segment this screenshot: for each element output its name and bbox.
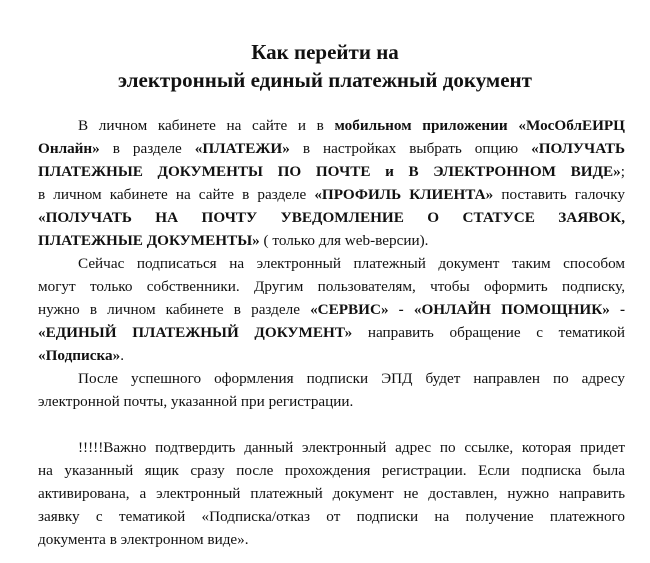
text-run: в настройках выбрать опцию [289, 140, 532, 157]
text-run: в личном кабинете на сайте в разделе [38, 186, 315, 203]
paragraph-2-line-3 [38, 300, 625, 320]
text-run: на указанный ящик сразу после прохождения регистрации. Если подписка была [38, 462, 625, 479]
paragraph-4-line-1 [78, 438, 625, 458]
paragraph-4-line-4 [38, 507, 625, 527]
paragraph-2-line-2 [38, 277, 625, 297]
text-run: После успешного оформления подписки ЭПД будет направлен по адресу [78, 370, 625, 387]
paragraph-1-line-3 [38, 162, 625, 182]
paragraph-4-line-3 [38, 484, 625, 504]
paragraph-2-line-4 [38, 323, 625, 343]
bold-text-run: ПЛАТЕЖНЫЕ ДОКУМЕНТЫ ПО ПОЧТЕ и В ЭЛЕКТРОННОМ ВИДЕ» [38, 163, 621, 180]
text-run: активирована, а электронный платежный документ не доставлен, нужно направить [38, 485, 625, 502]
paragraph-2-line-1 [78, 254, 625, 274]
text-run: ; [620, 163, 625, 180]
bold-text-run: «ПРОФИЛЬ КЛИЕНТА» [314, 186, 494, 203]
paragraph-1-line-4 [38, 185, 625, 205]
paragraph-4-line-2 [38, 461, 625, 481]
paragraph-2-line-5 [38, 346, 625, 366]
bold-text-run: «Подписка» [38, 347, 121, 364]
bold-text-run: «СЕРВИС» - «ОНЛАЙН ПОМОЩНИК» - [310, 301, 625, 318]
paragraph-4-line-5 [38, 530, 625, 550]
bold-text-run: «ПОЛУЧАТЬ [531, 140, 625, 157]
bold-text-run: Онлайн» [38, 140, 100, 157]
text-run: могут только собственники. Другим пользователям, чтобы оформить подписку, [38, 278, 625, 295]
paragraph-3-line-2 [38, 392, 625, 412]
text-run: поставить галочку [493, 186, 625, 203]
text-run: нужно в личном кабинете в разделе [38, 301, 311, 318]
bold-text-run: «ПОЛУЧАТЬ НА ПОЧТУ УВЕДОМЛЕНИЕ О СТАТУСЕ ЗАЯВОК, [38, 209, 625, 226]
bold-text-run: мобильном приложении «МосОблЕИРЦ [334, 117, 625, 134]
paragraph-1-line-5 [38, 208, 625, 228]
paragraph-1-line-2 [38, 139, 625, 159]
text-run: заявку с тематикой «Подписка/отказ от подписки на получение платежного [38, 508, 625, 525]
text-run: документа в электронном виде». [38, 531, 249, 548]
text-run: направить обращение с тематикой [352, 324, 625, 341]
paragraph-1-line-1 [78, 116, 625, 136]
text-run: в разделе [99, 140, 195, 157]
bold-text-run: «ПЛАТЕЖИ» [194, 140, 290, 157]
paragraph-1-line-6 [38, 231, 625, 251]
text-run: электронной почты, указанной при регистрации. [38, 393, 354, 410]
text-run: ( только для web-версии). [259, 232, 429, 249]
document-title-line-1: Как перейти на [251, 40, 399, 64]
text-run: В личном кабинете на сайте и в [78, 117, 335, 134]
document-title-line-2: электронный единый платежный документ [118, 68, 532, 92]
paragraph-3-line-1 [78, 369, 625, 389]
text-run: !!!!!Важно подтвердить данный электронный адрес по ссылке, которая придет [78, 439, 625, 456]
bold-text-run: ПЛАТЕЖНЫЕ ДОКУМЕНТЫ» [38, 232, 260, 249]
text-run: Сейчас подписаться на электронный платежный документ таким способом [78, 255, 625, 272]
text-run: . [120, 347, 124, 364]
bold-text-run: «ЕДИНЫЙ ПЛАТЕЖНЫЙ ДОКУМЕНТ» [38, 324, 353, 341]
